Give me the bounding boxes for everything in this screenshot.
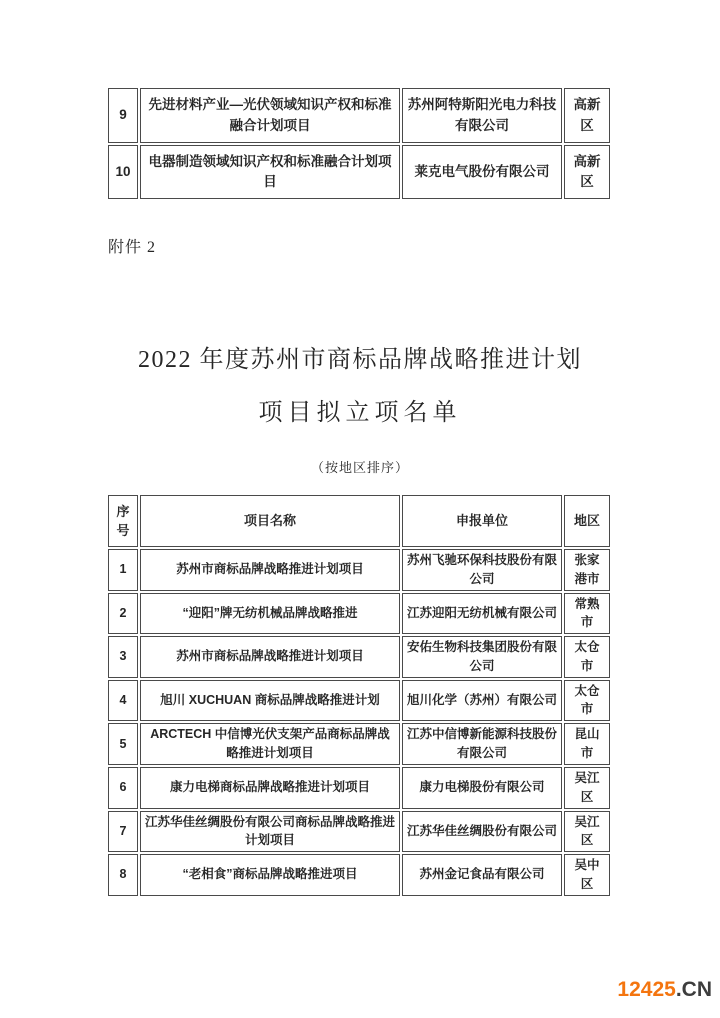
table-row	[108, 854, 610, 896]
applicant-cell: 江苏迎阳无纺机械有限公司	[402, 593, 562, 635]
table-row	[108, 88, 610, 143]
project-name-cell: 江苏华佳丝绸股份有限公司商标品牌战略推进计划项目	[140, 811, 400, 853]
row-number-cell: 6	[108, 767, 138, 809]
row-number-cell: 7	[108, 811, 138, 853]
table-row	[108, 593, 610, 635]
project-name-cell: 先进材料产业—光伏领域知识产权和标准融合计划项目	[140, 88, 400, 143]
table-row	[108, 811, 610, 853]
project-name-cell: 苏州市商标品牌战略推进计划项目	[140, 549, 400, 591]
district-cell: 吴中区	[564, 854, 610, 896]
sort-note: （按地区排序）	[310, 460, 409, 475]
district-cell: 太仓市	[564, 636, 610, 678]
district-cell: 常熟市	[564, 593, 610, 635]
project-name-cell: “迎阳”牌无纺机械品牌战略推进	[140, 593, 400, 635]
row-number-cell: 10	[108, 145, 138, 199]
applicant-cell: 苏州飞驰环保科技股份有限公司	[402, 549, 562, 591]
watermark-tld: .CN	[675, 978, 712, 1001]
attachment-label: 附件 2	[108, 239, 157, 256]
row-number-cell: 9	[108, 88, 138, 143]
watermark[interactable]	[617, 977, 712, 1002]
col-header-district: 地区	[564, 495, 610, 547]
project-name-cell: 康力电梯商标品牌战略推进计划项目	[140, 767, 400, 809]
applicant-cell: 江苏中信博新能源科技股份有限公司	[402, 723, 562, 765]
document-title-line2: 项目拟立项名单	[258, 400, 462, 426]
district-cell: 昆山市	[564, 723, 610, 765]
applicant-cell: 安佑生物科技集团股份有限公司	[402, 636, 562, 678]
project-name-cell: “老相食”商标品牌战略推进项目	[140, 854, 400, 896]
table-row	[108, 549, 610, 591]
district-cell: 吴江区	[564, 767, 610, 809]
project-name-cell: 电器制造领域知识产权和标准融合计划项目	[140, 145, 400, 199]
row-number-cell: 4	[108, 680, 138, 722]
project-name-cell: 苏州市商标品牌战略推进计划项目	[140, 636, 400, 678]
project-name-cell: 旭川 XUCHUAN 商标品牌战略推进计划	[140, 680, 400, 722]
row-number-cell: 1	[108, 549, 138, 591]
table-row	[108, 145, 610, 199]
col-header-applicant: 申报单位	[402, 495, 562, 547]
applicant-cell: 苏州阿特斯阳光电力科技有限公司	[402, 88, 562, 143]
watermark-brand: 12425	[617, 978, 676, 1001]
row-number-cell: 8	[108, 854, 138, 896]
header-row	[108, 495, 610, 547]
project-name-cell: ARCTECH 中信博光伏支架产品商标品牌战略推进计划项目	[140, 723, 400, 765]
district-cell: 高新区	[564, 88, 610, 143]
project-list-table	[106, 493, 612, 898]
table-row	[108, 636, 610, 678]
row-number-cell: 5	[108, 723, 138, 765]
continued-table	[106, 86, 612, 201]
applicant-cell: 旭川化学（苏州）有限公司	[402, 680, 562, 722]
applicant-cell: 江苏华佳丝绸股份有限公司	[402, 811, 562, 853]
col-header-project: 项目名称	[140, 495, 400, 547]
row-number-cell: 2	[108, 593, 138, 635]
document-title-line1: 2022 年度苏州市商标品牌战略推进计划	[138, 347, 582, 373]
district-cell: 吴江区	[564, 811, 610, 853]
row-number-cell: 3	[108, 636, 138, 678]
applicant-cell: 苏州金记食品有限公司	[402, 854, 562, 896]
table-row	[108, 723, 610, 765]
applicant-cell: 康力电梯股份有限公司	[402, 767, 562, 809]
col-header-no: 序号	[108, 495, 138, 547]
table-row	[108, 680, 610, 722]
table-row	[108, 767, 610, 809]
district-cell: 高新区	[564, 145, 610, 199]
applicant-cell: 莱克电气股份有限公司	[402, 145, 562, 199]
district-cell: 太仓市	[564, 680, 610, 722]
district-cell: 张家港市	[564, 549, 610, 591]
